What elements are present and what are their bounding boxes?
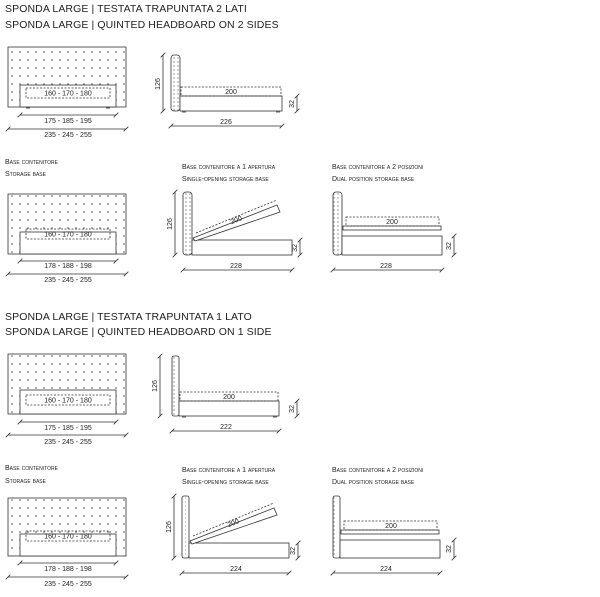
s2-dual-position-view [333,496,454,573]
section2-title-it: SPONDA LARGE | TESTATA TRAPUNTATA 1 LATO [5,311,252,323]
s1-storage-plan-view [8,194,126,284]
s1-storage-plan-outer-dim: 235 - 245 - 255 [44,277,92,284]
section2-storage-label-it: Base contenitore [5,465,58,472]
s2-dual-base-height: 32 [446,545,453,553]
s2-plan-view [8,354,126,446]
s2-plan-inner-dim: 175 - 185 - 195 [44,425,92,432]
s1-single-base-height: 32 [292,244,299,252]
s2-dual-length: 224 [380,566,392,573]
s2-single-height-dim: 126 [166,521,173,533]
section1-title-en: SPONDA LARGE | QUINTED HEADBOARD ON 2 SIDES [5,19,279,31]
s1-single-length: 228 [230,263,242,270]
s2-dual-raised-frame [341,530,439,534]
s2-side-view [152,356,297,431]
s1-single-opening-view [167,192,300,270]
s2-storage-plan-mattress-dim: 160 - 170 - 180 [44,533,92,541]
s1-side-length: 226 [220,119,232,126]
section2-dual-label-it: Base contenitore a 2 posizioni [332,467,424,474]
s1-storage-plan-mattress-dim: 160 - 170 - 180 [44,231,92,239]
s2-storage-plan-outer-dim: 235 - 245 - 255 [44,581,92,588]
section1-dual-label-it: Base contenitore a 2 posizioni [332,164,424,171]
s2-plan-mattress-dim: 160 - 170 - 180 [44,397,92,405]
s1-side-base [180,96,282,111]
s2-single-length-inner: 200 [226,518,241,529]
s1-side-base-height: 32 [289,100,296,108]
s2-single-opening-view [166,496,298,573]
s1-single-length-inner: 200 [229,215,244,226]
section1-storage-label-en: Storage base [5,171,46,178]
section2-title-en: SPONDA LARGE | QUINTED HEADBOARD ON 1 SIDE [5,326,272,338]
s2-storage-plan-inner-dim: 178 - 188 - 198 [44,566,92,573]
section1-dual-label-en: Dual position storage base [332,176,415,183]
s1-storage-plan-inner-dim: 178 - 188 - 198 [44,263,92,270]
s1-plan-view [8,47,126,139]
s2-single-length: 224 [230,566,242,573]
s1-dual-base-height: 32 [446,242,453,250]
s1-side-length-inner: 200 [225,89,237,96]
s2-plan-outer-dim: 235 - 245 - 255 [44,439,92,446]
section1-single-label-en: Single-opening storage base [182,176,269,183]
s2-side-length: 222 [220,424,232,431]
s2-side-height-dim: 126 [152,380,159,392]
section2-storage-label-en: Storage base [5,478,46,485]
section1-single-label-it: Base contenitore a 1 apertura [182,164,276,171]
s2-storage-plan-view [8,498,126,588]
s2-side-base-height: 32 [289,405,296,413]
s1-side-view [155,55,297,126]
section1-storage-label-it: Base contenitore [5,159,58,166]
s1-dual-length: 228 [380,263,392,270]
s2-single-base-height: 32 [290,547,297,555]
s1-plan-mattress-dim: 160 - 170 - 180 [44,90,92,98]
s1-dual-raised-frame [343,226,441,230]
section1-title-it: SPONDA LARGE | TESTATA TRAPUNTATA 2 LATI [5,3,247,15]
s1-dual-length-inner: 200 [386,219,398,226]
s1-plan-inner-dim: 175 - 185 - 195 [44,118,92,125]
s1-side-height-dim: 126 [155,78,162,90]
s2-side-length-inner: 200 [223,394,235,401]
s1-single-height-dim: 126 [167,218,174,230]
section2-dual-label-en: Dual position storage base [332,479,415,486]
s2-single-base [189,543,289,558]
s2-dual-length-inner: 200 [385,523,397,530]
section2-single-label-en: Single-opening storage base [182,479,269,486]
s1-dual-base [342,236,442,255]
s1-single-base [192,240,292,255]
s2-side-base [179,401,279,416]
s2-dual-base [340,540,440,558]
section2-single-label-it: Base contenitore a 1 apertura [182,467,276,474]
s1-dual-position-view [333,192,454,270]
s1-plan-outer-dim: 235 - 245 - 255 [44,132,92,139]
